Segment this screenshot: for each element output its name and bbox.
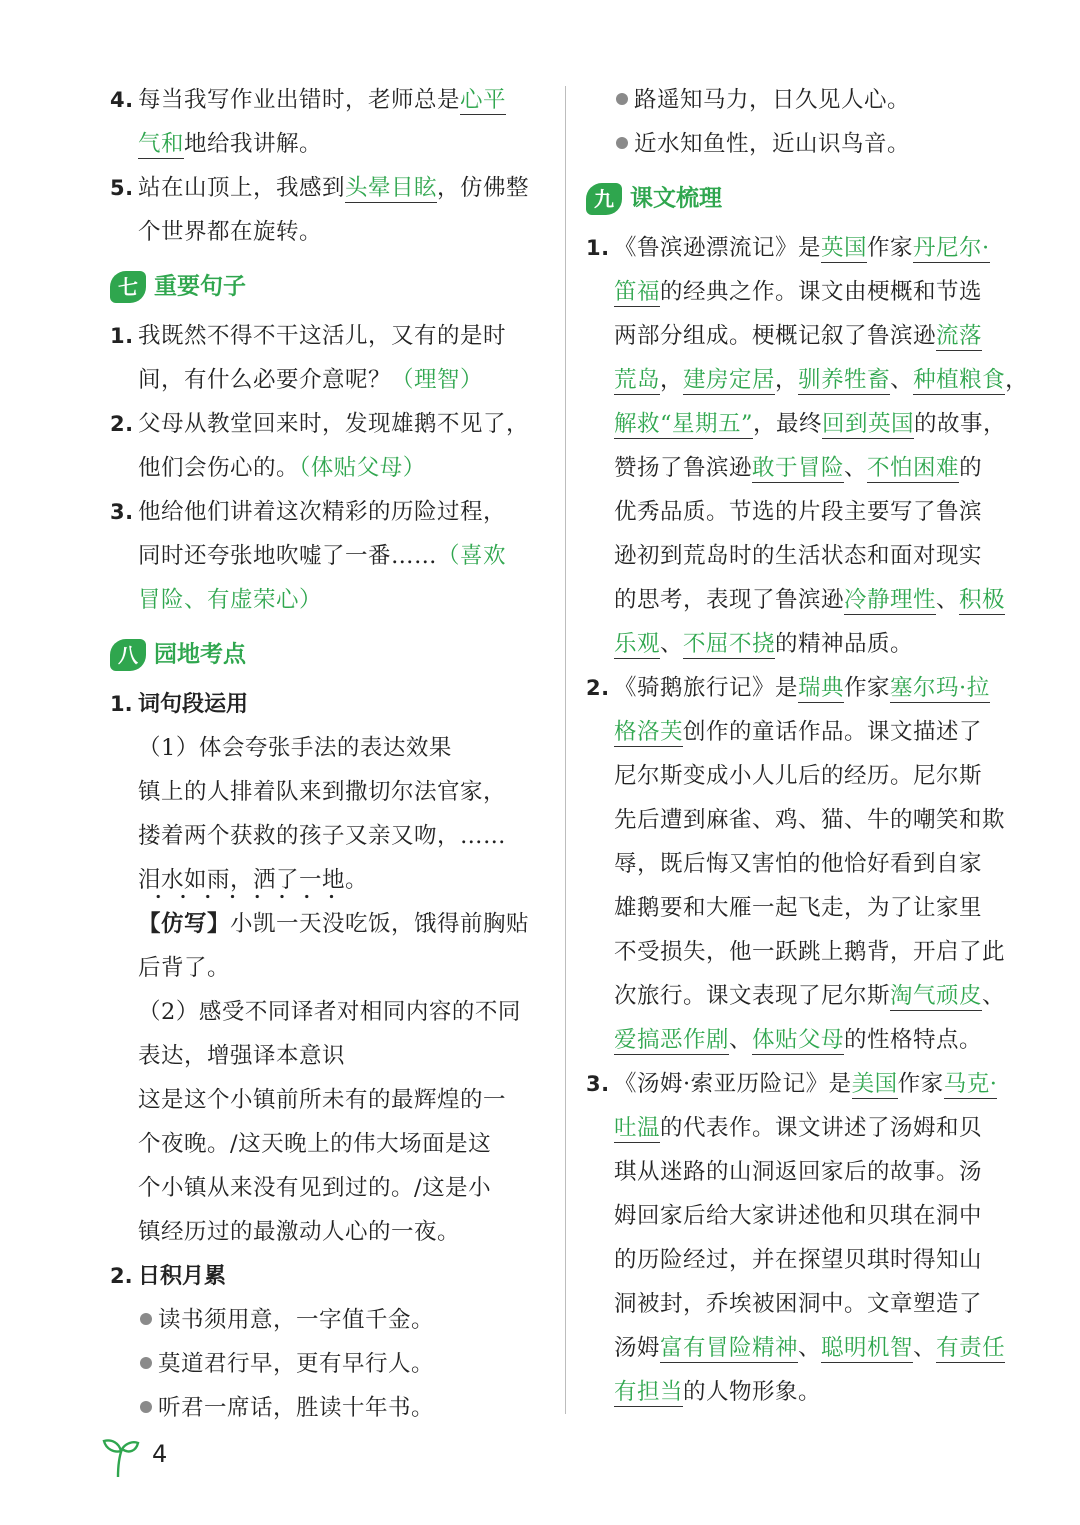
text-1-line-10: 乐观、不屈不挠的精神品质。 — [614, 631, 914, 657]
emphasis-dots: 泪水如雨，洒了一地 — [138, 867, 345, 900]
answer: 爱搞恶作剧 — [614, 1027, 730, 1053]
text-2-line-3: 尼尔斯变成小人儿后的经历。尼尔斯 — [614, 763, 983, 789]
item-4-line-1: 4. 每当我写作业出错时，老师总是心平 — [110, 87, 507, 113]
page-number: 4 — [152, 1440, 168, 1468]
answer: 美国 — [851, 1071, 898, 1097]
answer: 冷静理性 — [844, 587, 937, 613]
answer: 流落 — [936, 323, 983, 349]
answer: 气和 — [138, 131, 185, 157]
section-badge: 九 — [586, 183, 622, 215]
text-1-line-1: 1. 《鲁滨逊漂流记》是英国作家丹尼尔· — [586, 235, 990, 261]
part-b-line-2: 个夜晚。/这天晚上的伟大场面是这 — [138, 1131, 492, 1157]
answer: 淘气顽皮 — [890, 983, 983, 1009]
answer: 塞尔玛·拉 — [890, 675, 990, 701]
text-3-line-8: 有担当的人物形象。 — [614, 1379, 822, 1405]
subsection-1-title: 1. 词句段运用 — [110, 692, 249, 717]
text-1-line-7: 优秀品质。节选的片段主要写了鲁滨 — [614, 499, 983, 525]
annotation: （体贴父母） — [299, 455, 426, 481]
proverb-item: 莫道君行早，更有早行人。 — [110, 1342, 546, 1386]
part-b-line-3: 个小镇从来没有见到过的。/这是小 — [138, 1175, 492, 1201]
text-1-line-8: 逊初到荒岛时的生活状态和面对现实 — [614, 543, 983, 569]
bullet-dot-icon — [616, 93, 628, 105]
text-3-line-5: 的历险经过，并在探望贝琪时得知山 — [614, 1247, 983, 1273]
item-5-line-2: 个世界都在旋转。 — [138, 219, 323, 245]
sentence-1-line-1: 1. 我既然不得不干这活儿，又有的是时 — [110, 323, 507, 349]
answer: 驯养牲畜 — [798, 367, 891, 393]
answer: 不怕困难 — [867, 455, 960, 481]
text-1-line-4: 荒岛，建房定居，驯养牲畜、种植粮食， — [614, 367, 1029, 393]
answer: 解救“星期五” — [614, 411, 754, 437]
sentence-2-line-1: 2. 父母从教堂回来时，发现雄鹅不见了， — [110, 411, 530, 437]
answer: 丹尼尔· — [913, 235, 990, 261]
text-2-line-4: 先后遭到麻雀、鸡、猫、牛的嘲笑和欺 — [614, 807, 1006, 833]
left-column — [110, 78, 546, 1430]
answer: 乐观 — [614, 631, 661, 657]
part-b-line-1: 这是这个小镇前所未有的最辉煌的一 — [138, 1087, 507, 1113]
answer: 富有冒险精神 — [660, 1335, 799, 1361]
answer: 英国 — [821, 235, 868, 261]
proverb-item: 听君一席话，胜读十年书。 — [110, 1386, 546, 1430]
part-b-title-2: 表达，增强译本意识 — [138, 1043, 346, 1069]
text-2-line-1: 2. 《骑鹅旅行记》是瑞典作家塞尔玛·拉 — [586, 675, 990, 701]
answer: 体贴父母 — [752, 1027, 845, 1053]
section-badge: 七 — [110, 271, 146, 303]
answer: 回到英国 — [822, 411, 915, 437]
bullet-dot-icon — [140, 1313, 152, 1325]
part-b-title-1: （2）感受不同译者对相同内容的不同 — [138, 999, 521, 1025]
section-title: 园地考点 — [154, 641, 246, 668]
item-5-line-1: 5. 站在山顶上，我感到头晕目眩，仿佛整 — [110, 175, 530, 201]
text-1-line-3: 两部分组成。梗概记叙了鲁滨逊流落 — [614, 323, 983, 349]
text-2-line-8: 次旅行。课文表现了尼尔斯淘气顽皮、 — [614, 983, 1006, 1009]
answer: 敢于冒险 — [752, 455, 845, 481]
item-4-line-2: 气和地给我讲解。 — [138, 131, 323, 157]
sentence-3-line-3 — [110, 578, 546, 622]
part-a-title: （1）体会夸张手法的表达效果 — [138, 735, 452, 761]
column-divider — [565, 86, 566, 1414]
answer: 马克· — [943, 1071, 998, 1097]
section-8-heading — [110, 632, 546, 676]
annotation: 冒险、有虚荣心） — [138, 587, 323, 613]
sprout-icon — [98, 1432, 142, 1482]
section-title: 课文梳理 — [630, 185, 722, 212]
part-a-line-2: 搂着两个获救的孩子又亲又吻，…… — [138, 823, 507, 849]
text-2-line-7: 不受损失，他一跃跳上鹅背，开启了此 — [614, 939, 1006, 965]
text-3-line-2: 吐温的代表作。课文讲述了汤姆和贝 — [614, 1115, 983, 1141]
answer: 种植粮食 — [913, 367, 1006, 393]
bullet-dot-icon — [140, 1401, 152, 1413]
answer: 有责任 — [936, 1335, 1006, 1361]
answer: 笛福 — [614, 279, 661, 305]
part-b-line-4: 镇经历过的最激动人心的一夜。 — [138, 1219, 461, 1245]
proverb-item: 路遥知马力，日久见人心。 — [586, 78, 1018, 122]
answer: 积极 — [959, 587, 1006, 613]
answer: 不屈不挠 — [683, 631, 776, 657]
imitation-line-1: 【仿写】小凯一天没吃饭，饿得前胸贴 — [138, 911, 530, 937]
annotation: （理智） — [391, 367, 484, 393]
sentence-2-line-2: 他们会伤心的。（体贴父母） — [138, 455, 426, 481]
sentence-3-line-2: 同时还夸张地吹嘘了一番……（喜欢 — [138, 543, 507, 569]
text-3-line-1: 3. 《汤姆·索亚历险记》是美国作家马克· — [586, 1071, 998, 1097]
part-a-line-3: 泪水如雨，洒了一地。 — [110, 858, 546, 902]
sentence-1-line-2: 间，有什么必要介意呢？（理智） — [138, 367, 484, 393]
answer: 瑞典 — [798, 675, 845, 701]
text-3-line-3: 琪从迷路的山洞返回家后的故事。汤 — [614, 1159, 983, 1185]
section-9-heading — [586, 176, 1018, 220]
text-1-line-9: 的思考，表现了鲁滨逊冷静理性、积极 — [614, 587, 1006, 613]
text-2-line-5: 辱，既后悔又害怕的他恰好看到自家 — [614, 851, 983, 877]
text-2-line-2: 格洛芙创作的童话作品。课文描述了 — [614, 719, 983, 745]
text-2-line-6: 雄鹅要和大雁一起飞走，为了让家里 — [614, 895, 983, 921]
right-column — [586, 78, 1029, 1414]
answer: 荒岛 — [614, 367, 661, 393]
section-title: 重要句子 — [154, 273, 246, 300]
bullet-dot-icon — [140, 1357, 152, 1369]
annotation: （喜欢 — [437, 543, 507, 569]
answer: 心平 — [460, 87, 507, 113]
text-1-line-6: 赞扬了鲁滨逊敢于冒险、不怕困难的 — [614, 455, 983, 481]
section-badge: 八 — [110, 639, 146, 671]
imitation-line-2: 后背了。 — [138, 955, 231, 981]
answer: 头晕目眩 — [345, 175, 438, 201]
answer: 格洛芙 — [614, 719, 684, 745]
text-2-line-9: 爱搞恶作剧、体贴父母的性格特点。 — [614, 1027, 983, 1053]
proverb-item: 近水知鱼性，近山识鸟音。 — [586, 122, 1018, 166]
text-3-line-7: 汤姆富有冒险精神、聪明机智、有责任 — [614, 1335, 1006, 1361]
proverb-item: 读书须用意，一字值千金。 — [110, 1298, 546, 1342]
answer: 吐温 — [614, 1115, 661, 1141]
answer: 建房定居 — [683, 367, 776, 393]
text-1-line-5: 解救“星期五”，最终回到英国的故事， — [614, 411, 1007, 437]
section-7-heading — [110, 264, 546, 308]
answer: 聪明机智 — [821, 1335, 914, 1361]
text-3-line-4: 姆回家后给大家讲述他和贝琪在洞中 — [614, 1203, 983, 1229]
answer: 有担当 — [614, 1379, 684, 1405]
text-3-line-6: 洞被封，乔埃被困洞中。文章塑造了 — [614, 1291, 983, 1317]
part-a-line-1: 镇上的人排着队来到撒切尔法官家， — [138, 779, 507, 805]
text-1-line-2: 笛福的经典之作。课文由梗概和节选 — [614, 279, 983, 305]
imitation-tag: 【仿写】 — [138, 911, 231, 937]
subsection-2-title: 2. 日积月累 — [110, 1264, 227, 1289]
bullet-dot-icon — [616, 137, 628, 149]
sentence-3-line-1: 3. 他给他们讲着这次精彩的历险过程， — [110, 499, 507, 525]
